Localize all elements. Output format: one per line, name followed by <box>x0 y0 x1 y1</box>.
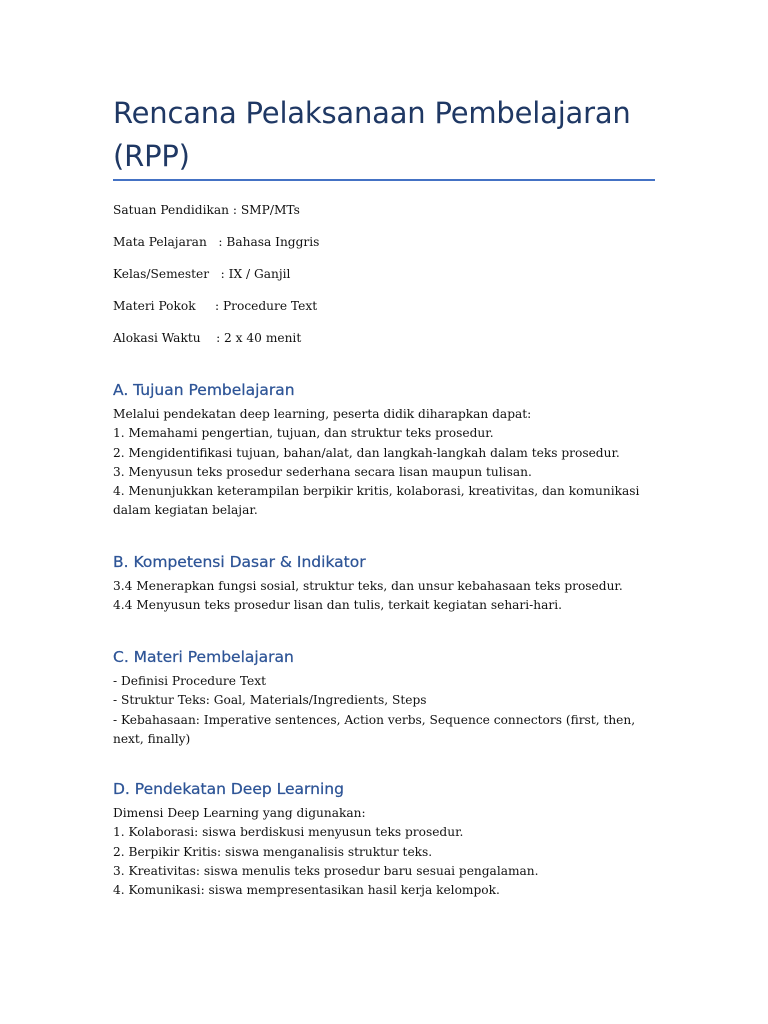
section-heading: A. Tujuan Pembelajaran <box>113 381 295 399</box>
section-line: 2. Berpikir Kritis: siswa menganalisis struktur teks. <box>113 844 433 859</box>
section-line: 4. Komunikasi: siswa mempresentasikan hasil kerja kelompok. <box>113 883 500 898</box>
info-mata-pelajaran: Mata Pelajaran : Bahasa Inggris <box>113 235 320 249</box>
page-title: Rencana Pelaksanaan Pembelajaran (RPP) <box>113 96 631 173</box>
section-line: 1. Memahami pengertian, tujuan, dan struktur teks prosedur. <box>113 426 494 441</box>
section-line: - Kebahasaan: Imperative sentences, Action verbs, Sequence connectors (first, then, next, finally) <box>113 712 636 746</box>
info-kelas-semester: Kelas/Semester : IX / Ganjil <box>113 267 291 281</box>
info-satuan-pendidikan: Satuan Pendidikan : SMP/MTs <box>113 203 300 217</box>
section-line: 3. Kreativitas: siswa menulis teks prosedur baru sesuai pengalaman. <box>113 863 539 878</box>
title-divider <box>113 179 655 181</box>
section-line: 1. Kolaborasi: siswa berdiskusi menyusun teks prosedur. <box>113 825 464 840</box>
section-line: 3.4 Menerapkan fungsi sosial, struktur teks, dan unsur kebahasaan teks prosedur. <box>113 579 623 593</box>
section-line: 4.4 Menyusun teks prosedur lisan dan tulis, terkait kegiatan sehari-hari. <box>113 598 562 613</box>
section-line: 2. Mengidentifikasi tujuan, bahan/alat, dan langkah-langkah dalam teks prosedur. <box>113 445 620 460</box>
section-line: - Struktur Teks: Goal, Materials/Ingredients, Steps <box>113 693 427 708</box>
section-line: 3. Menyusun teks prosedur sederhana secara lisan maupun tulisan. <box>113 464 532 479</box>
section-line: - Definisi Procedure Text <box>113 674 267 688</box>
section-kompetensi-dasar <box>113 551 658 616</box>
section-heading: B. Kompetensi Dasar & Indikator <box>113 553 366 571</box>
info-materi-pokok: Materi Pokok : Procedure Text <box>113 299 318 313</box>
section-heading: D. Pendekatan Deep Learning <box>113 780 344 798</box>
info-alokasi-waktu: Alokasi Waktu : 2 x 40 menit <box>113 331 302 345</box>
section-heading: C. Materi Pembelajaran <box>113 648 294 666</box>
section-pendekatan-deep-learning <box>113 778 658 900</box>
section-materi-pembelajaran <box>113 646 658 749</box>
section-tujuan-pembelajaran <box>113 379 658 521</box>
document-info <box>113 200 658 360</box>
section-line: Melalui pendekatan deep learning, peserta didik diharapkan dapat: <box>113 407 532 421</box>
section-line: Dimensi Deep Learning yang digunakan: <box>113 806 366 820</box>
section-line: 4. Menunjukkan keterampilan berpikir kritis, kolaborasi, kreativitas, dan komunikasi dalam kegiatan belajar. <box>113 484 640 518</box>
